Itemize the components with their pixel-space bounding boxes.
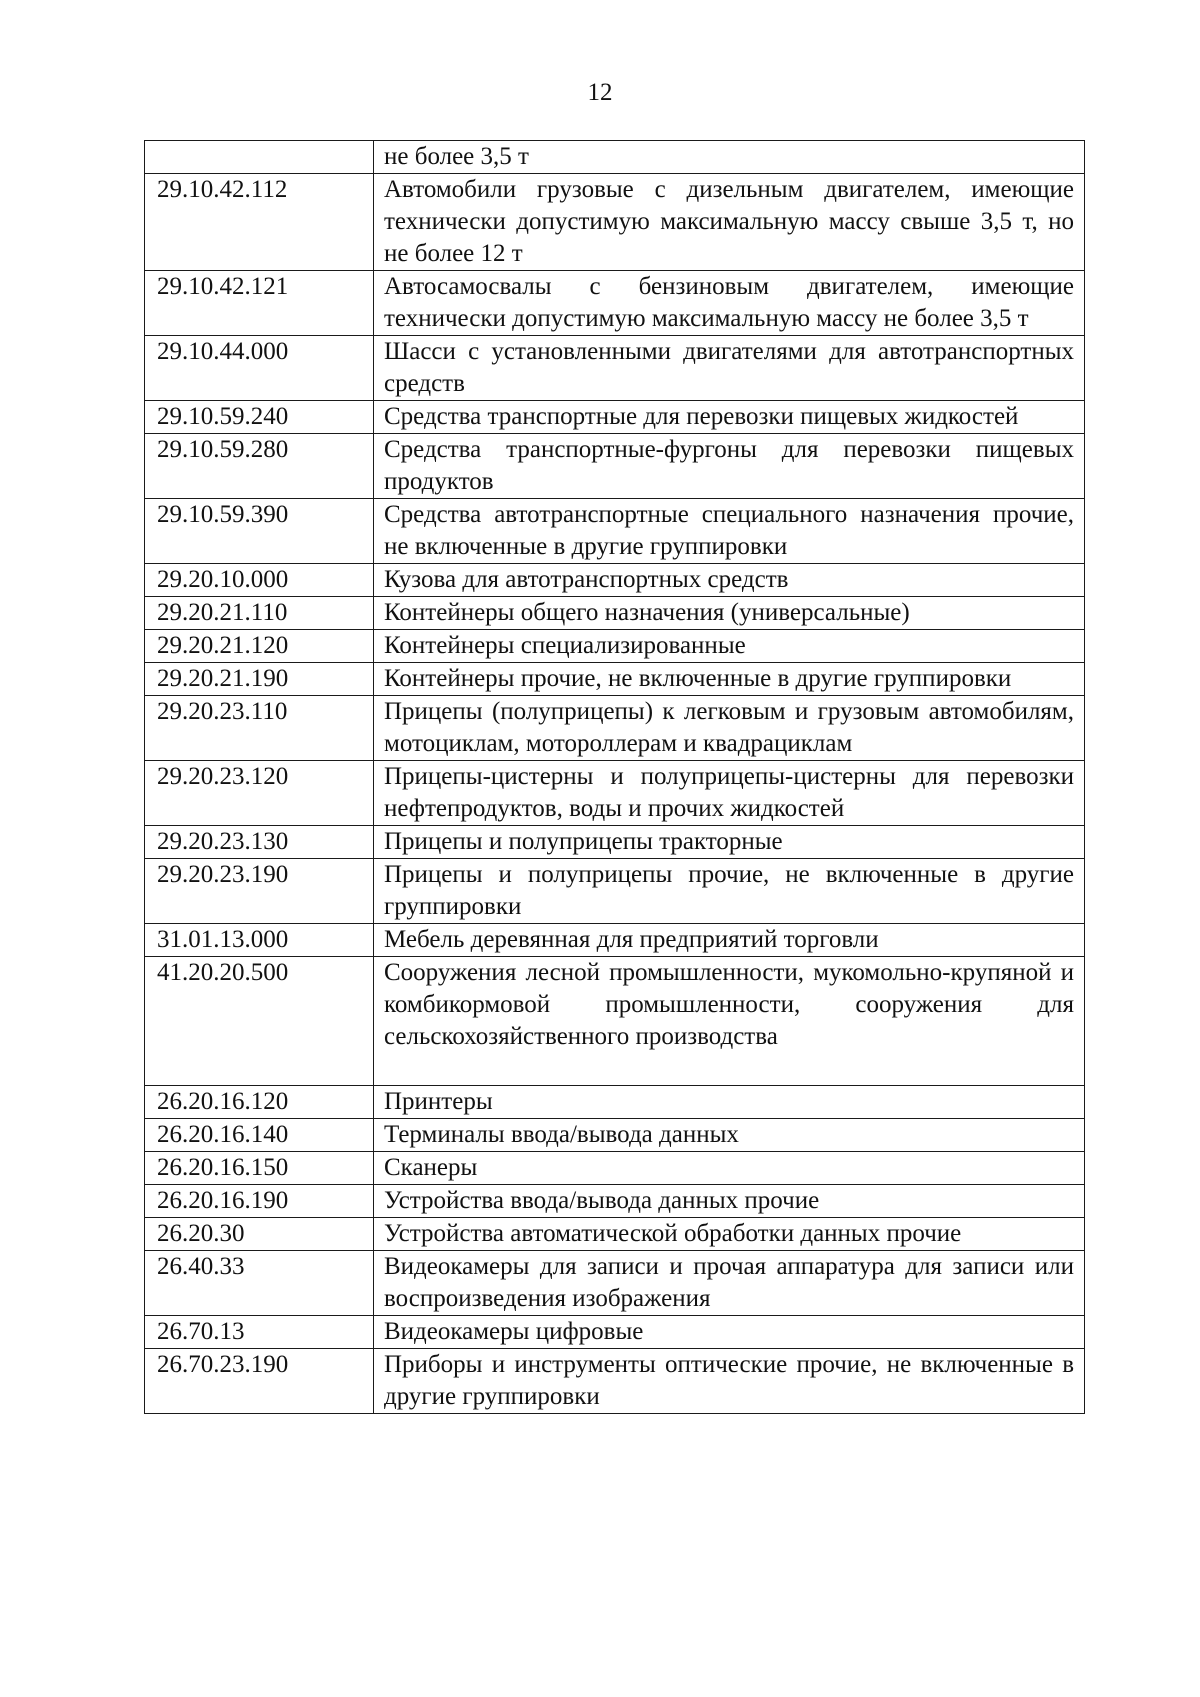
row-code: 29.10.59.390 [145,499,374,564]
row-description: Контейнеры общего назначения (универсальные) [374,597,1085,630]
row-description: Прицепы (полуприцепы) к легковым и грузовым автомобилям, мотоциклам, мотороллерам и квадрациклам [374,696,1085,761]
table-row [145,336,1085,401]
row-code: 41.20.20.500 [145,957,374,1086]
table-row [145,630,1085,663]
row-description: не более 3,5 т [374,141,1085,174]
row-code: 29.20.23.110 [145,696,374,761]
row-code: 29.20.10.000 [145,564,374,597]
row-code: 29.20.23.130 [145,826,374,859]
row-description: Мебель деревянная для предприятий торговли [374,924,1085,957]
row-code: 26.40.33 [145,1251,374,1316]
row-code: 29.20.23.120 [145,761,374,826]
row-description: Контейнеры прочие, не включенные в другие группировки [374,663,1085,696]
table-row [145,434,1085,499]
row-code: 26.70.13 [145,1316,374,1349]
table-row [145,174,1085,271]
row-description: Кузова для автотранспортных средств [374,564,1085,597]
table-row [145,1349,1085,1414]
table-row [145,1316,1085,1349]
table-row [145,859,1085,924]
table-row [145,1086,1085,1119]
row-code: 26.20.30 [145,1218,374,1251]
table-row [145,499,1085,564]
table-row [145,401,1085,434]
table-row [145,1218,1085,1251]
row-code: 26.20.16.140 [145,1119,374,1152]
table-row [145,141,1085,174]
row-code: 26.20.16.190 [145,1185,374,1218]
row-description: Принтеры [374,1086,1085,1119]
page-number: 12 [587,79,613,106]
row-code: 29.10.42.121 [145,271,374,336]
row-description: Прицепы-цистерны и полуприцепы-цистерны для перевозки нефтепродуктов, воды и прочих жидкостей [374,761,1085,826]
row-code: 29.10.59.240 [145,401,374,434]
row-code [145,141,374,174]
row-description: Сканеры [374,1152,1085,1185]
row-description: Средства автотранспортные специального назначения прочие, не включенные в другие группировки [374,499,1085,564]
row-code: 29.10.59.280 [145,434,374,499]
table-row [145,924,1085,957]
table-row [145,1119,1085,1152]
row-description: Шасси с установленными двигателями для автотранспортных средств [374,336,1085,401]
row-description: Приборы и инструменты оптические прочие, не включенные в другие группировки [374,1349,1085,1414]
row-description: Контейнеры специализированные [374,630,1085,663]
table-row [145,696,1085,761]
row-code: 26.20.16.120 [145,1086,374,1119]
table-row [145,1251,1085,1316]
row-description: Автомобили грузовые с дизельным двигателем, имеющие технически допустимую максимальную массу свыше 3,5 т, но не более 12 т [374,174,1085,271]
row-description: Прицепы и полуприцепы тракторные [374,826,1085,859]
row-description: Видеокамеры для записи и прочая аппаратура для записи или воспроизведения изображения [374,1251,1085,1316]
table-row [145,1152,1085,1185]
row-description: Средства транспортные для перевозки пищевых жидкостей [374,401,1085,434]
table-row [145,271,1085,336]
row-code: 29.20.21.120 [145,630,374,663]
table-row [145,663,1085,696]
row-description: Устройства автоматической обработки данных прочие [374,1218,1085,1251]
row-description: Видеокамеры цифровые [374,1316,1085,1349]
table-row [145,1185,1085,1218]
table-row [145,957,1085,1086]
row-code: 29.10.42.112 [145,174,374,271]
row-code: 29.20.21.110 [145,597,374,630]
row-code: 29.20.21.190 [145,663,374,696]
row-description: Терминалы ввода/вывода данных [374,1119,1085,1152]
row-code: 29.20.23.190 [145,859,374,924]
table-row [145,761,1085,826]
row-description: Прицепы и полуприцепы прочие, не включенные в другие группировки [374,859,1085,924]
classification-table [144,140,1085,1414]
row-description: Устройства ввода/вывода данных прочие [374,1185,1085,1218]
row-description: Средства транспортные-фургоны для перевозки пищевых продуктов [374,434,1085,499]
table-row [145,826,1085,859]
row-code: 31.01.13.000 [145,924,374,957]
row-description: Сооружения лесной промышленности, мукомольно-крупяной и комбикормовой промышленности, сооружения для сельскохозяйственного производства [374,957,1085,1086]
table-row [145,597,1085,630]
row-code: 26.20.16.150 [145,1152,374,1185]
row-description: Автосамосвалы с бензиновым двигателем, имеющие технически допустимую максимальную массу не более 3,5 т [374,271,1085,336]
row-code: 29.10.44.000 [145,336,374,401]
row-code: 26.70.23.190 [145,1349,374,1414]
table-row [145,564,1085,597]
